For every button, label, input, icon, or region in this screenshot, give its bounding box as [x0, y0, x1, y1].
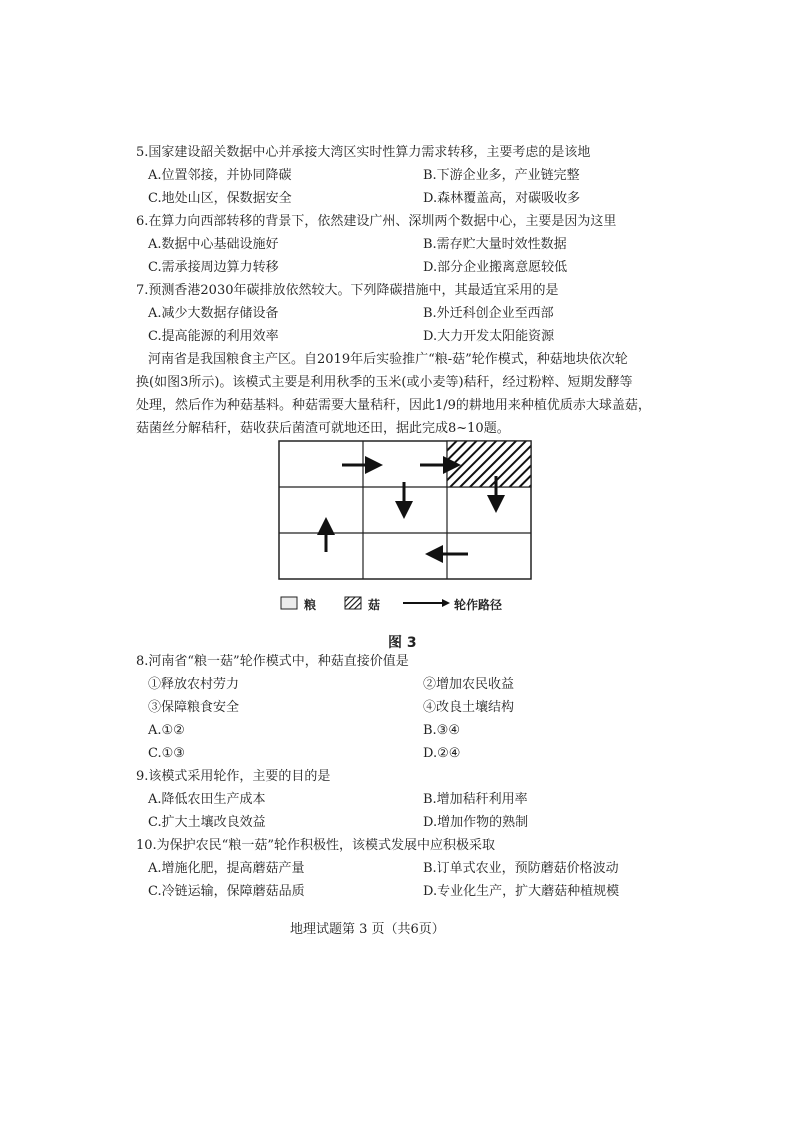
q5-option-b: B.下游企业多，产业链完整 — [423, 168, 580, 183]
passage-line-3: 处理，然后作为种菇基料。种菇需要大量秸秆，因此1/9的耕地用来种植优质赤大球盖菇， — [136, 398, 651, 413]
q8-stem: 8.河南省“粮一菇”轮作模式中，种菇直接价值是 — [136, 654, 409, 669]
q9-option-b: B.增加秸秆利用率 — [423, 792, 528, 807]
q5-option-a: A.位置邻接，并协同降碳 — [148, 168, 292, 183]
q7-option-d: D.大力开发太阳能资源 — [423, 329, 555, 344]
legend-path-label: 轮作路径 — [454, 598, 503, 612]
legend-path-arrow — [402, 598, 452, 608]
figure-caption: 图 3 — [388, 635, 417, 651]
q9-option-d: D.增加作物的熟制 — [423, 815, 529, 830]
q10-option-c: C.冷链运输，保障蘑菇品质 — [148, 884, 305, 899]
q5-option-c: C.地处山区，保数据安全 — [148, 191, 292, 206]
q6-option-d: D.部分企业搬离意愿较低 — [423, 260, 568, 275]
q8-option-c: C.①③ — [148, 746, 185, 761]
mushroom-plot-cell — [447, 441, 531, 487]
q10-option-d: D.专业化生产，扩大蘑菇种植规模 — [423, 884, 620, 899]
q7-option-b: B.外迁科创企业至西部 — [423, 306, 554, 321]
q8-statement-1: ①释放农村劳力 — [148, 677, 240, 692]
q6-option-c: C.需承接周边算力转移 — [148, 260, 279, 275]
q5-option-d: D.森林覆盖高，对碳吸收多 — [423, 191, 581, 206]
q8-statement-4: ④改良土壤结构 — [423, 700, 515, 715]
q9-stem: 9.该模式采用轮作，主要的目的是 — [136, 769, 331, 784]
q6-stem: 6.在算力向西部转移的背景下，依然建设广州、深圳两个数据中心，主要是因为这里 — [136, 214, 617, 229]
rotation-grid-figure — [278, 440, 532, 580]
q7-stem: 7.预测香港2030年碳排放依然较大。下列降碳措施中，其最适宜采用的是 — [136, 283, 559, 298]
q6-option-b: B.需存贮大量时效性数据 — [423, 237, 567, 252]
legend-grain-label: 粮 — [304, 598, 317, 612]
passage-line-1: 河南省是我国粮食主产区。自2019年后实验推广“粮-菇”轮作模式，种菇地块依次轮 — [148, 352, 628, 367]
q10-option-a: A.增施化肥，提高蘑菇产量 — [148, 861, 305, 876]
passage-line-4: 菇菌丝分解秸秆，菇收获后菌渣可就地还田，据此完成8~10题。 — [136, 421, 510, 436]
legend-grain-swatch — [280, 596, 298, 610]
q5-stem: 5.国家建设韶关数据中心并承接大湾区实时性算力需求转移，主要考虑的是该地 — [136, 145, 591, 160]
q6-option-a: A.数据中心基础设施好 — [148, 237, 279, 252]
legend-mushroom-swatch — [344, 596, 362, 610]
q8-option-b: B.③④ — [423, 723, 460, 738]
q9-option-a: A.降低农田生产成本 — [148, 792, 266, 807]
q10-option-b: B.订单式农业，预防蘑菇价格波动 — [423, 861, 619, 876]
q8-statement-3: ③保障粮食安全 — [148, 700, 240, 715]
q8-statement-2: ②增加农民收益 — [423, 677, 515, 692]
q8-option-a: A.①② — [148, 723, 185, 738]
q9-option-c: C.扩大土壤改良效益 — [148, 815, 266, 830]
q7-option-c: C.提高能源的利用效率 — [148, 329, 279, 344]
q7-option-a: A.减少大数据存储设备 — [148, 306, 279, 321]
q8-option-d: D.②④ — [423, 746, 461, 761]
passage-line-2: 换(如图3所示)。该模式主要是利用秋季的玉米(或小麦等)秸秆，经过粉粹、短期发酵等 — [136, 375, 633, 390]
q10-stem: 10.为保护农民“粮一菇”轮作积极性，该模式发展中应积极采取 — [136, 838, 495, 853]
legend-mushroom-label: 菇 — [368, 598, 381, 612]
page-footer: 地理试题第 3 页（共6页） — [290, 922, 445, 937]
